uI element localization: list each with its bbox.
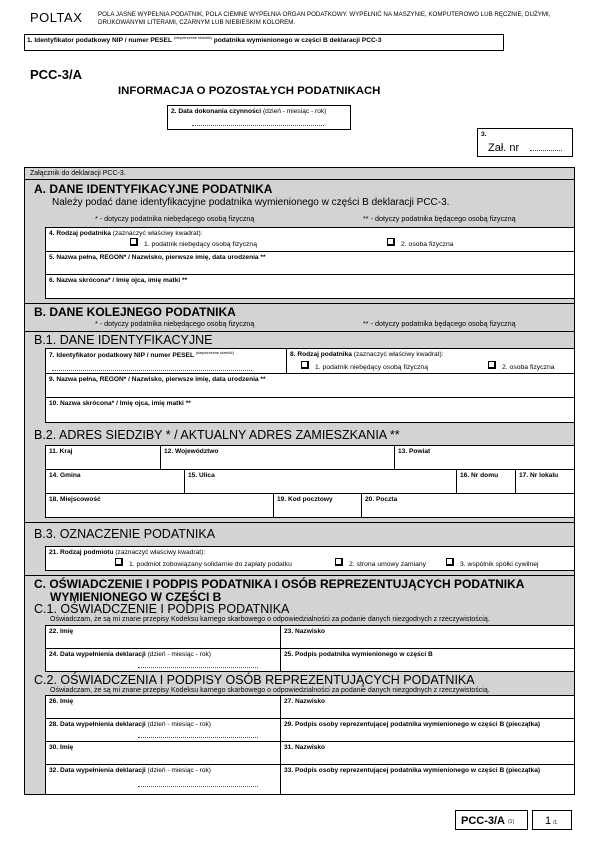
field-8-taxpayer-type — [286, 348, 575, 374]
field-14-label: 14. Gmina — [49, 472, 81, 479]
section-b2-title: B.2. ADRES SIEDZIBY * / AKTUALNY ADRES ZAMIESZKANIA ** — [34, 428, 400, 442]
field-4-option-1: 1. podatnik niebędący osobą fizyczną — [144, 241, 257, 248]
field-21-option-2: 2. strona umowy zamiany — [349, 561, 427, 568]
section-c2-title: C.2. OŚWIADCZENIA I PODPISY OSÓB REPREZENTUJĄCYCH PODATNIKA — [34, 673, 475, 687]
field-21-option-3: 3. wspólnik spółki cywilnej — [460, 561, 539, 568]
field-9-label: 9. Nazwa pełna, REGON* / Nazwisko, pierwsze imię, data urodzenia ** — [49, 376, 266, 383]
field-2-label: 2. Data dokonania czynności (dzień - miesiąc - rok) — [171, 108, 327, 115]
field-10-input[interactable] — [45, 397, 575, 423]
field-6-input[interactable] — [45, 274, 575, 299]
field-16-house-number-input[interactable] — [456, 469, 516, 494]
footer-page-total: /1 — [553, 820, 558, 826]
field-23-label: 23. Nazwisko — [284, 628, 326, 635]
field-28-date-input[interactable] — [45, 718, 281, 742]
footer-page-box — [532, 810, 572, 830]
field-7-input[interactable] — [45, 348, 287, 374]
field-9-input[interactable] — [45, 373, 575, 398]
field-7-label: 7. Identyfikator podatkowy NIP / numer PESEL $^{(niepotrzebne skreślić)}$ — [49, 351, 234, 360]
field-16-label: 16. Nr domu — [460, 472, 499, 479]
field-20-label: 20. Poczta — [365, 496, 398, 503]
field-17-label: 17. Nr lokalu — [519, 472, 559, 479]
field-13-county-input[interactable] — [394, 445, 575, 470]
form-code: PCC-3/A — [30, 67, 83, 82]
field-3-label: 3. — [481, 131, 487, 138]
form-title: INFORMACJA O POZOSTAŁYCH PODATNIKACH — [118, 85, 381, 97]
field-15-label: 15. Ulica — [188, 472, 215, 479]
field-6-label: 6. Nazwa skrócona* / Imię ojca, imię matki ** — [49, 277, 188, 284]
section-a-subtitle: Należy podać dane identyfikacyjne podatnika wymienionego w części B deklaracji PCC-3. — [52, 197, 450, 208]
field-21-label: 21. Rodzaj podmiotu (zaznaczyć właściwy kwadrat): — [49, 549, 206, 556]
field-30-label: 30. Imię — [49, 744, 74, 751]
footer-page-number: 1 — [545, 815, 552, 827]
field-21-checkbox-2[interactable] — [335, 558, 343, 566]
field-32-label: 32. Data wypełnienia deklaracji (dzień - miesiąc - rok) — [49, 767, 211, 774]
field-5-input[interactable] — [45, 251, 575, 275]
footer-form-version: (1) — [508, 819, 515, 825]
field-31-last-name-input[interactable] — [280, 741, 575, 765]
field-31-label: 31. Nazwisko — [284, 744, 326, 751]
field-33-signature-input[interactable] — [280, 764, 575, 795]
field-18-label: 18. Miejscowość — [49, 496, 101, 503]
field-3-attachment-number[interactable] — [477, 128, 573, 157]
field-22-first-name-input[interactable] — [45, 625, 281, 649]
section-b1-title: B.1. DANE IDENTYFIKACYJNE — [34, 333, 213, 347]
field-1-label: 1. Identyfikator podatkowy NIP / numer PESEL $^{(niepotrzebne skreślić)}$ podatnika wymienionego w części B deklaracji PCC-3 — [27, 36, 382, 45]
field-8-option-2: 2. osoba fizyczna — [502, 364, 555, 371]
field-18-city-input[interactable] — [45, 493, 274, 518]
field-24-label: 24. Data wypełnienia deklaracji (dzień - miesiąc - rok) — [49, 651, 211, 658]
footer-form-code: PCC-3/A — [461, 815, 506, 827]
section-a-note-left: * - dotyczy podatnika niebędącego osobą fizyczną — [95, 214, 255, 223]
field-25-label: 25. Podpis podatnika wymienionego w części B — [284, 651, 433, 658]
field-25-signature-input[interactable] — [280, 648, 575, 672]
field-4-option-2: 2. osoba fizyczna — [401, 241, 454, 248]
field-29-label: 29. Podpis osoby reprezentującej podatnika wymienionego w części B (pieczątka) — [284, 721, 541, 728]
field-27-last-name-input[interactable] — [280, 695, 575, 719]
field-30-first-name-input[interactable] — [45, 741, 281, 765]
field-4-checkbox-2[interactable] — [387, 238, 395, 246]
field-8-checkbox-2[interactable] — [488, 361, 496, 369]
field-24-date-input[interactable] — [45, 648, 281, 672]
field-26-first-name-input[interactable] — [45, 695, 281, 719]
field-8-label: 8. Rodzaj podatnika (zaznaczyć właściwy kwadrat): — [290, 351, 444, 358]
section-a-note-right: ** - dotyczy podatnika będącego osobą fizyczną — [363, 214, 516, 223]
field-13-label: 13. Powiat — [398, 448, 431, 455]
field-33-label: 33. Podpis osoby reprezentującej podatnika wymienionego w części B (pieczątka) — [284, 767, 541, 774]
section-c-title-line-2: WYMIENIONEGO W CZĘŚCI B — [50, 590, 222, 604]
field-1-input[interactable] — [24, 34, 504, 51]
field-4-label: 4. Rodzaj podatnika (zaznaczyć właściwy kwadrat): — [49, 230, 203, 237]
field-17-apartment-input[interactable] — [515, 469, 575, 494]
section-c2-statement: Oświadczam, że są mi znane przepisy Kodeksu karnego skarbowego o odpowiedzialności za podanie danych niezgodnych z rzeczywistością. — [50, 687, 490, 694]
field-22-label: 22. Imię — [49, 628, 74, 635]
field-8-option-1: 1. podatnik niebędący osobą fizyczną — [315, 364, 428, 371]
section-b-note-right: ** - dotyczy podatnika będącego osobą fizyczną — [363, 319, 516, 328]
field-14-commune-input[interactable] — [45, 469, 185, 494]
field-21-checkbox-3[interactable] — [446, 558, 454, 566]
field-11-country-input[interactable] — [45, 445, 161, 470]
field-10-label: 10. Nazwa skrócona* / Imię ojca, imię matki ** — [49, 400, 191, 407]
attachment-note: Załącznik do deklaracji PCC-3. — [30, 170, 126, 177]
field-27-label: 27. Nazwisko — [284, 698, 326, 705]
field-32-date-input[interactable] — [45, 764, 281, 795]
field-20-post-office-input[interactable] — [361, 493, 575, 518]
field-15-street-input[interactable] — [184, 469, 457, 494]
field-3-text: Zał. nr — [488, 142, 520, 154]
field-21-option-1: 1. podmiot zobowiązany solidarnie do zapłaty podatku — [129, 561, 292, 568]
field-12-label: 12. Województwo — [164, 448, 219, 455]
section-c1-statement: Oświadczam, że są mi znane przepisy Kodeksu karnego skarbowego o odpowiedzialności za podanie danych niezgodnych z rzeczywistością. — [50, 616, 490, 623]
field-4-taxpayer-type — [45, 227, 575, 252]
field-11-label: 11. Kraj — [49, 448, 73, 455]
section-c1-title: C.1. OŚWIADCZENIE I PODPIS PODATNIKA — [34, 602, 290, 616]
form-instructions: POLA JASNE WYPEŁNIA PODATNIK, POLA CIEMNE WYPEŁNIA ORGAN PODATKOWY. WYPEŁNIĆ NA MASZYNIE, KOMPUTEROWO LUB RĘCZNIE, DUŻYMI, DRUKOWANYMI LITERAMI, CZARNYM LUB NIEBIESKIM KOLOREM. — [98, 11, 551, 26]
field-8-checkbox-1[interactable] — [301, 361, 309, 369]
field-4-checkbox-1[interactable] — [130, 238, 138, 246]
field-28-label: 28. Data wypełnienia deklaracji (dzień - miesiąc - rok) — [49, 721, 211, 728]
section-c-title-line-1: C. OŚWIADCZENIE I PODPIS PODATNIKA I OSÓB REPREZENTUJĄCYCH PODATNIKA — [34, 577, 525, 591]
field-21-entity-type — [45, 546, 575, 571]
field-5-label: 5. Nazwa pełna, REGON* / Nazwisko, pierwsze imię, data urodzenia ** — [49, 254, 266, 261]
field-12-voivodeship-input[interactable] — [160, 445, 395, 470]
field-26-label: 26. Imię — [49, 698, 74, 705]
field-29-signature-input[interactable] — [280, 718, 575, 742]
field-23-last-name-input[interactable] — [280, 625, 575, 649]
section-b-title: B. DANE KOLEJNEGO PODATNIKA — [34, 305, 236, 319]
field-19-postal-code-input[interactable] — [273, 493, 362, 518]
brand-logo: POLTAX — [30, 10, 83, 25]
footer-form-code-box — [455, 810, 528, 830]
section-b3-title: B.3. OZNACZENIE PODATNIKA — [34, 527, 216, 541]
section-b-note-left: * - dotyczy podatnika niebędącego osobą fizyczną — [95, 319, 255, 328]
field-19-label: 19. Kod pocztowy — [277, 496, 333, 503]
field-21-checkbox-1[interactable] — [115, 558, 123, 566]
field-2-date-input[interactable] — [167, 105, 351, 130]
section-a-title: A. DANE IDENTYFIKACYJNE PODATNIKA — [34, 182, 273, 196]
